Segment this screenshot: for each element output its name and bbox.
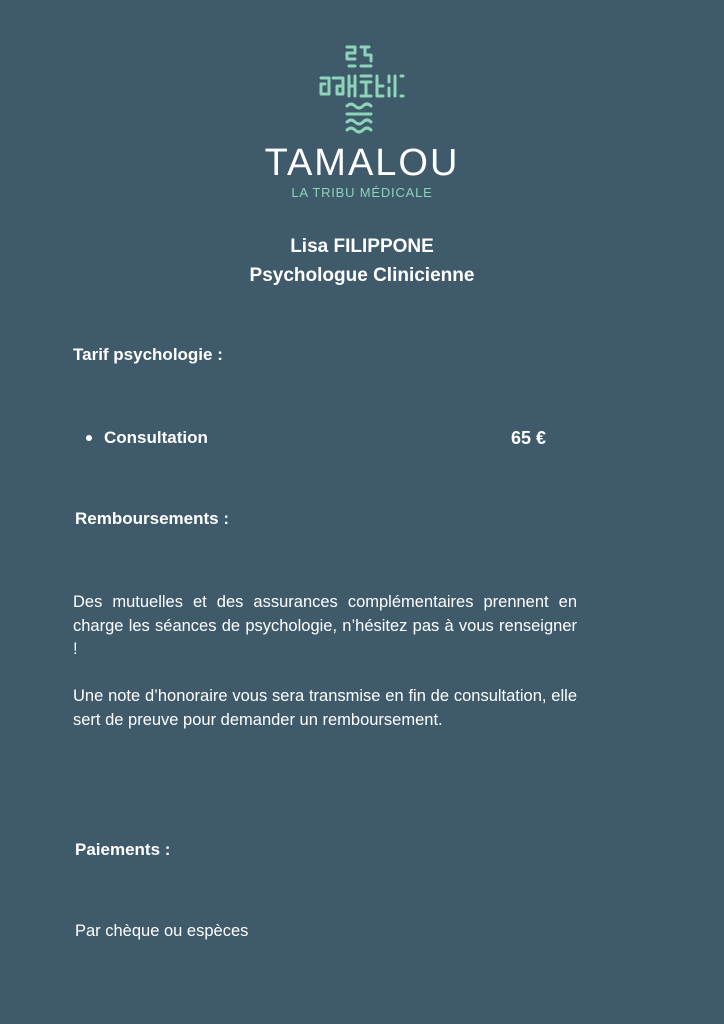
- brand-logo: [0, 42, 724, 199]
- brand-tagline: LA TRIBU MÉDICALE: [291, 185, 433, 200]
- paiements-heading: Paiements :: [75, 840, 171, 859]
- paiements-text: Par chèque ou espèces: [75, 922, 249, 940]
- practitioner-role: Psychologue Clinicienne: [249, 265, 475, 286]
- bullet-icon: [86, 435, 92, 441]
- brand-name: TAMALOU: [264, 142, 460, 184]
- tarifs-heading: Tarif psychologie :: [73, 345, 223, 364]
- price-item-label: Consultation: [104, 428, 208, 447]
- price-list-item: [86, 428, 546, 450]
- remboursements-paragraph-1: Des mutuelles et des assurances complémentaires prennent en charge les séances de psychologie, n’hésitez pas à vous renseigner !: [73, 593, 577, 658]
- remboursements-paragraph-2: Une note d’honoraire vous sera transmise en fin de consultation, elle sert de preuve pour demander un remboursement.: [73, 687, 577, 729]
- practitioner-name: Lisa FILIPPONE: [290, 236, 434, 257]
- tamalou-cross-logo-icon: [317, 42, 407, 134]
- price-item-value: 65 €: [510, 428, 546, 448]
- remboursements-heading: Remboursements :: [75, 509, 229, 528]
- practitioner-block: [0, 232, 724, 290]
